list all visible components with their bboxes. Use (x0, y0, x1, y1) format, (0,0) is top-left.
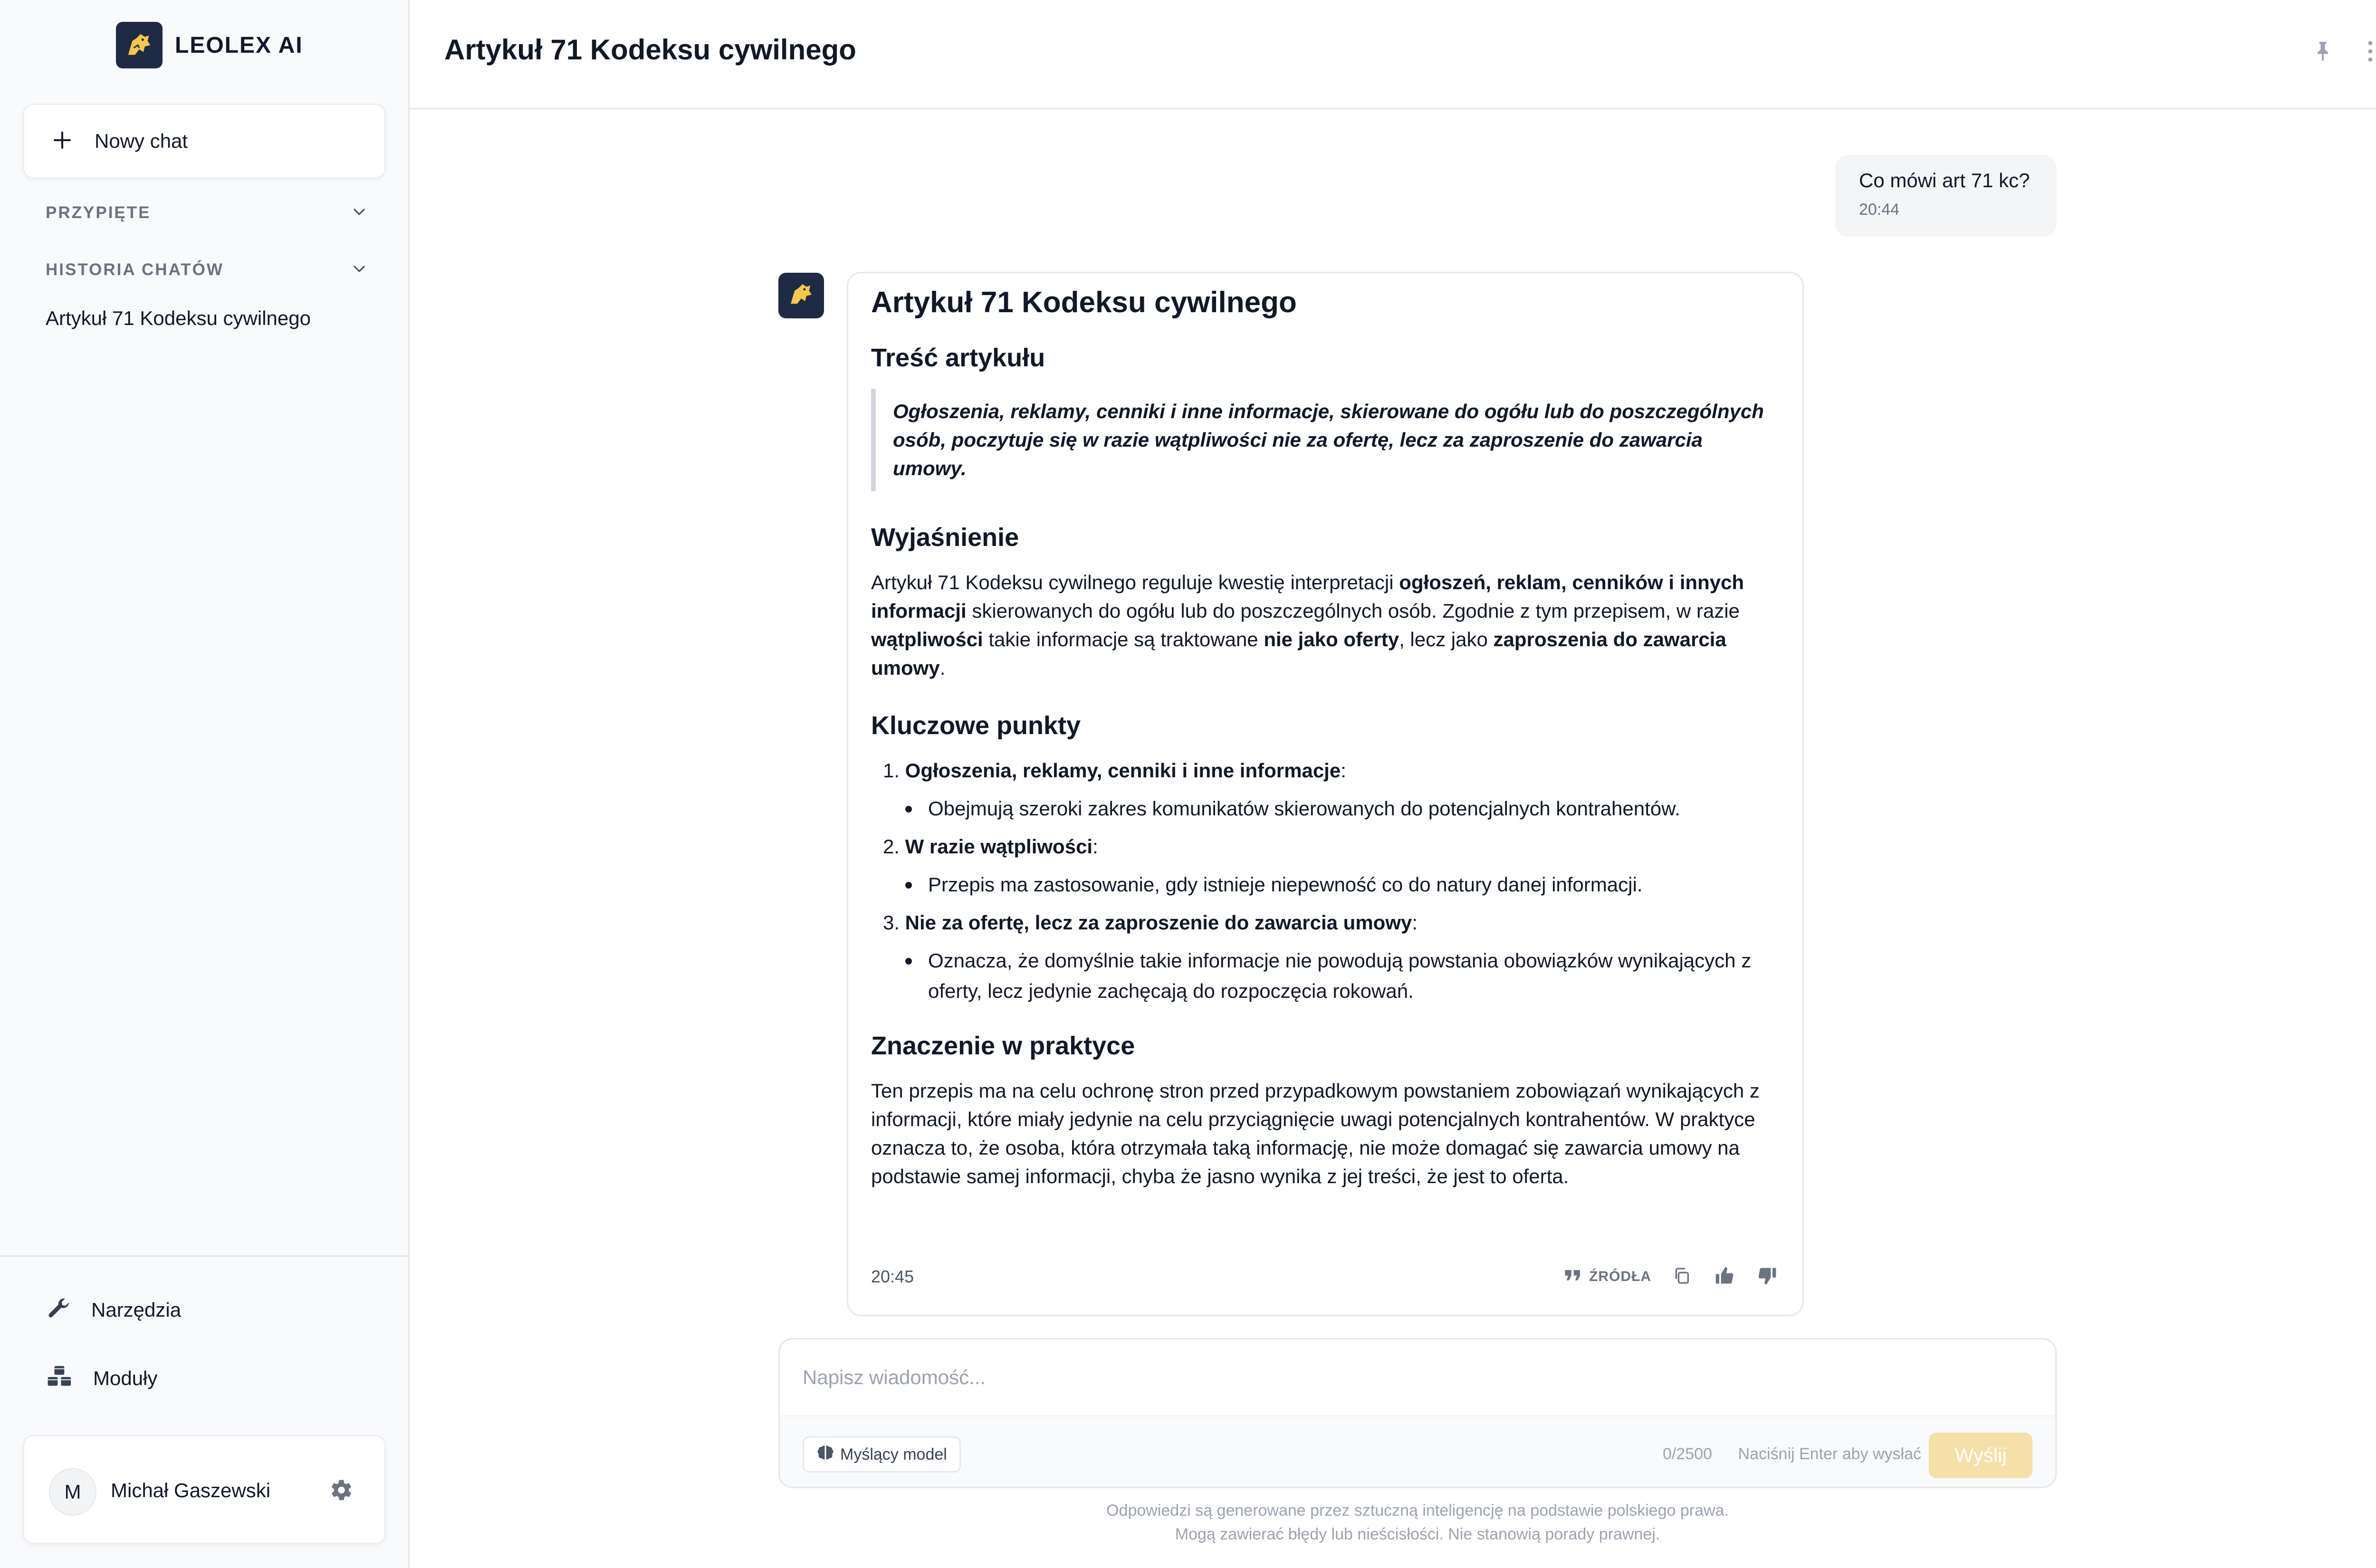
sub-list (871, 870, 1780, 900)
sub-list (871, 946, 1780, 1006)
disclaimer-line: Mogą zawierać błędy lub nieścisłości. Nie stanowią porady prawnej. (1175, 1525, 1660, 1543)
message-actions (1563, 1264, 1780, 1289)
message-footer (871, 1262, 1780, 1291)
bold-run: ogłoszeń, reklam, cenników i innych informacji (871, 571, 1744, 622)
list-item: Przepis ma zastosowanie, gdy istnieje niepewność co do natury danej informacji. (900, 870, 1780, 900)
article-quote: Ogłoszenia, reklamy, cenniki i inne informacje, skierowane do ogółu lub do poszczególnych osób, poczytuje się w razie wątpliwości nie za ofertę, lecz za zaproszenie do zawarcia umowy. (871, 389, 1780, 491)
assistant-message-time: 20:45 (871, 1267, 914, 1286)
pin-icon (2312, 40, 2333, 65)
pinned-section-label: PRZYPIĘTE (46, 203, 151, 222)
user-message-time: 20:44 (1859, 201, 1900, 219)
page-title: Artykuł 71 Kodeksu cywilnego (444, 34, 856, 66)
copy-button[interactable] (1669, 1264, 1694, 1289)
quote-icon (1563, 1266, 1582, 1287)
sources-label: ŹRÓDŁA (1589, 1269, 1651, 1284)
message-composer (778, 1338, 2057, 1488)
composer-toolbar (780, 1415, 2055, 1488)
list-item: Obejmują szeroki zakres komunikatów skierowanych do potencjalnych kontrahentów. (900, 794, 1780, 824)
keypoints-list (871, 756, 1780, 1006)
character-counter: 0/2500 (1663, 1445, 1712, 1463)
text-run: skierowanych do ogółu lub do poszczególnych osób. Zgodnie z tym przepisem, w razie (966, 599, 1740, 622)
bold-run: nie jako oferty (1264, 628, 1399, 650)
sub-list (871, 794, 1780, 824)
thumbs-up-icon (1714, 1265, 1735, 1289)
message-input[interactable] (780, 1339, 2055, 1415)
history-item[interactable]: Artykuł 71 Kodeksu cywilnego (46, 307, 311, 329)
user-card[interactable] (23, 1435, 386, 1544)
list-number: 3. (882, 911, 900, 934)
gear-icon (326, 1476, 354, 1506)
chat-header (410, 0, 2376, 109)
text-run: , lecz jako (1399, 628, 1494, 650)
thumbs-up-button[interactable] (1712, 1264, 1737, 1289)
plus-icon (51, 129, 74, 154)
more-options-button[interactable] (2356, 38, 2376, 67)
modules-link[interactable] (46, 1364, 157, 1393)
section-heading-practice: Znaczenie w praktyce (871, 1032, 1135, 1061)
list-item: 2. W razie wątpliwości: Przepis ma zastosowanie, gdy istnieje niepewność co do natury danej informacji. (871, 832, 1780, 900)
section-heading-explanation: Wyjaśnienie (871, 523, 1019, 552)
disclaimer-line: Odpowiedzi są generowane przez sztuczną inteligencję na podstawie polskiego prawa. (1106, 1501, 1729, 1520)
explanation-paragraph (871, 568, 1780, 682)
pin-button[interactable] (2309, 38, 2337, 67)
section-heading-keypoints: Kluczowe punkty (871, 711, 1081, 740)
keypoint-title: Ogłoszenia, reklamy, cenniki i inne informacje (905, 759, 1341, 782)
lion-logo-icon (786, 279, 817, 313)
section-heading-content: Treść artykułu (871, 343, 1045, 372)
avatar: M (49, 1468, 96, 1516)
list-item: 1. Ogłoszenia, reklamy, cenniki i inne informacje: Obejmują szeroki zakres komunikatów skierowanych do potencjalnych kontrahentów. (871, 756, 1780, 824)
user-message-text: Co mówi art 71 kc? (1859, 169, 2030, 191)
user-name: Michał Gaszewski (111, 1479, 271, 1501)
thinking-model-toggle[interactable] (803, 1436, 961, 1472)
thumbs-down-button[interactable] (1755, 1264, 1780, 1289)
chevron-down-icon (350, 202, 369, 224)
keypoint-title: W razie wątpliwości (905, 835, 1093, 858)
modules-label: Moduły (93, 1367, 158, 1389)
send-hint: Naciśnij Enter aby wysłać (1738, 1445, 1921, 1463)
bold-run: zaproszenia do zawarcia umowy (871, 628, 1726, 679)
tools-label: Narzędzia (91, 1298, 182, 1321)
history-section-label: HISTORIA CHATÓW (46, 260, 224, 279)
brand-name: LEOLEX AI (175, 32, 303, 58)
list-item: 3. Nie za ofertę, lecz za zaproszenie do zawarcia umowy: Oznacza, że domyślnie takie informacje nie powodują powstania obowiązków wynikających z oferty, lecz jedynie zachęcają do rozpoczęcia rokowań. (871, 908, 1780, 1006)
thumbs-down-icon (1757, 1265, 1778, 1289)
list-number: 2. (882, 835, 900, 858)
more-vertical-icon (2366, 39, 2375, 66)
sources-button[interactable] (1563, 1266, 1651, 1287)
chevron-down-icon (350, 259, 369, 281)
list-item: Oznacza, że domyślnie takie informacje nie powodują powstania obowiązków wynikających z oferty, lecz jedynie zachęcają do rozpoczęcia rokowań. (900, 946, 1780, 1006)
tools-link[interactable] (46, 1295, 181, 1324)
assistant-avatar (778, 273, 824, 318)
new-chat-button[interactable] (23, 104, 386, 179)
sidebar-divider (0, 1255, 408, 1257)
thinking-model-label: Myślący model (840, 1445, 947, 1463)
history-section-toggle[interactable] (46, 256, 369, 284)
bold-run: wątpliwości (871, 628, 983, 650)
cubes-icon (46, 1364, 74, 1393)
practice-paragraph: Ten przepis ma na celu ochronę stron przed przypadkowym powstaniem zobowiązań wynikających z informacji, które miały jedynie na celu przyciągnięcie uwagi potencjalnych kontrahentów. W praktyce oznacza to, że osoba, która otrzymała taką informację, nie może domagać się zawarcia umowy na podstawie samej informacji, chyba że jasno wynika z jej treści, że jest to oferta. (871, 1080, 1760, 1188)
keypoint-title: Nie za ofertę, lecz za zaproszenie do zawarcia umowy (905, 911, 1412, 934)
pinned-section-toggle[interactable] (46, 199, 369, 227)
wrench-icon (46, 1295, 72, 1324)
brand[interactable] (116, 22, 303, 68)
send-button[interactable]: Wyślij (1929, 1433, 2032, 1478)
text-run: . (939, 656, 946, 679)
brain-icon (816, 1444, 834, 1466)
text-run: Artykuł 71 Kodeksu cywilnego reguluje kwestię interpretacji (871, 571, 1399, 593)
user-message (1835, 155, 2057, 237)
copy-icon (1672, 1266, 1691, 1288)
text-run: takie informacje są traktowane (983, 628, 1264, 650)
assistant-message (847, 272, 1804, 1316)
lion-logo-icon (116, 22, 163, 68)
settings-button[interactable] (324, 1474, 357, 1508)
new-chat-label: Nowy chat (95, 130, 188, 152)
answer-title: Artykuł 71 Kodeksu cywilnego (871, 286, 1297, 319)
sidebar (0, 0, 410, 1568)
list-number: 1. (882, 759, 900, 782)
